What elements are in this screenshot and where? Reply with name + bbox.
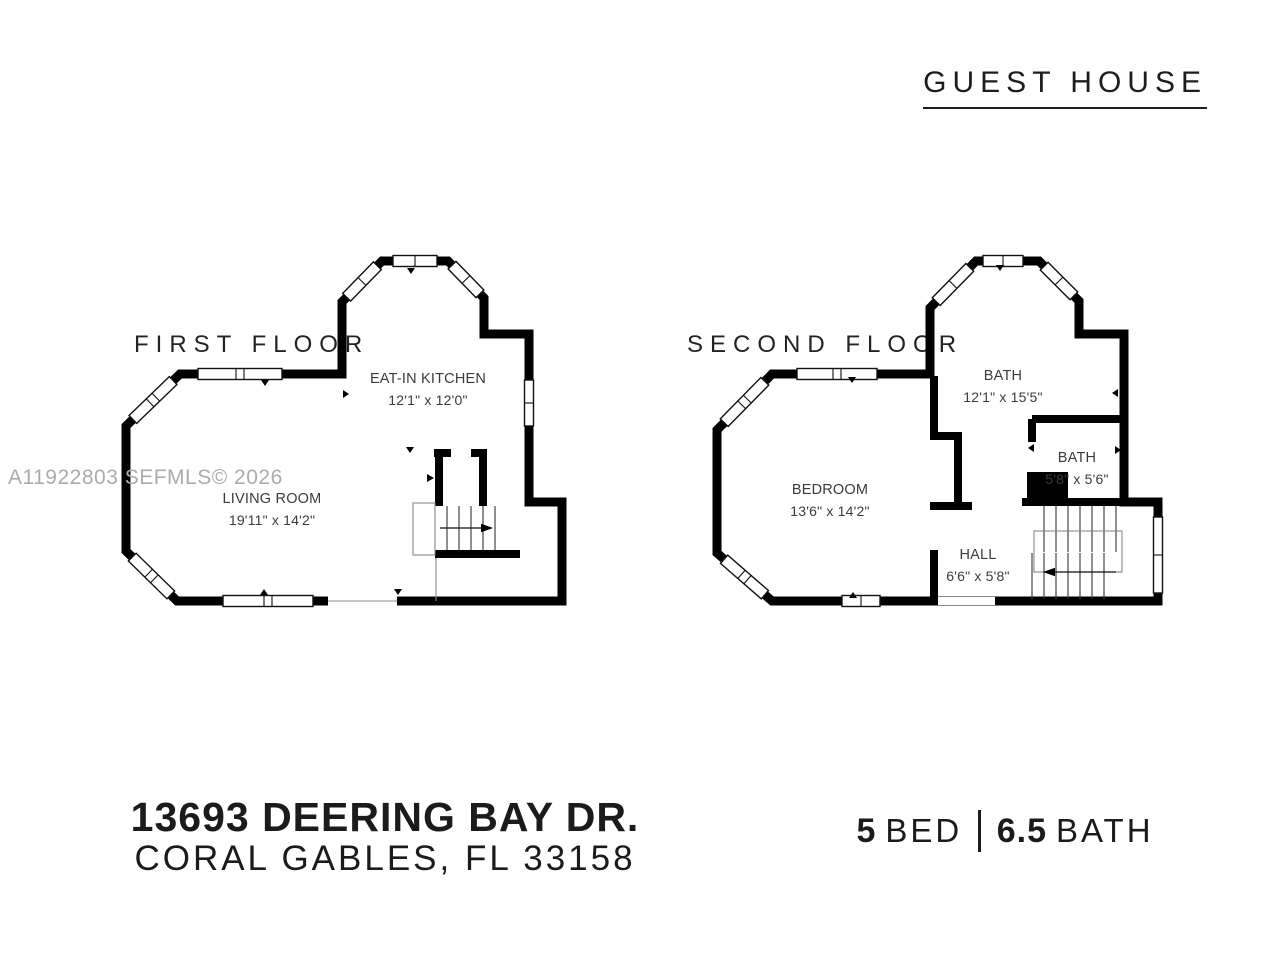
- room-name: BATH: [1057, 450, 1097, 466]
- door-opening: [938, 597, 995, 606]
- room-label-living-room: [182, 489, 362, 531]
- mls-watermark: A11922803 SEFMLS© 2026: [8, 466, 283, 489]
- address-line1: 13693 DEERING BAY DR.: [130, 794, 640, 840]
- window-icon: [128, 553, 174, 599]
- address-line2: CORAL GABLES, FL 33158: [134, 839, 636, 878]
- window-icon: [721, 555, 769, 599]
- bath-label: BATH: [1055, 812, 1154, 849]
- room-dims: 6'6" x 5'8": [946, 568, 1010, 585]
- room-label-kitchen: [338, 369, 518, 411]
- window-icon: [129, 377, 177, 424]
- window-icon: [720, 377, 768, 426]
- bath-count: 6.5: [996, 811, 1047, 850]
- room-dims: 12'1" x 15'5": [963, 389, 1043, 406]
- window-icon: [198, 369, 282, 380]
- window-icon: [448, 261, 484, 297]
- room-dims: 13'6" x 14'2": [790, 503, 870, 520]
- window-icon: [1040, 262, 1077, 299]
- first-floor-title: FIRST FLOOR: [134, 331, 370, 358]
- window-icon: [223, 596, 313, 607]
- room-name: LIVING ROOM: [222, 491, 322, 507]
- stair-direction-arrow-icon: [440, 524, 493, 532]
- room-label-bath-small: [1012, 448, 1142, 490]
- room-label-bedroom: [740, 480, 920, 522]
- room-dims: 5'8" x 5'6": [1045, 471, 1109, 488]
- room-name: BEDROOM: [791, 482, 869, 498]
- second-floor-title: SECOND FLOOR: [687, 331, 964, 358]
- room-name: EAT-IN KITCHEN: [369, 371, 487, 387]
- stats-divider: [978, 810, 981, 852]
- window-icon: [343, 262, 382, 301]
- stairs: [1032, 506, 1122, 599]
- bed-label: BED: [885, 812, 963, 849]
- bed-count: 5: [856, 811, 877, 850]
- door-markers: [260, 268, 434, 595]
- room-dims: 19'11" x 14'2": [228, 512, 316, 529]
- window-icon: [525, 380, 534, 426]
- room-dims: 12'1" x 12'0": [388, 392, 468, 409]
- window-icon: [393, 256, 437, 267]
- room-label-bath-large: [913, 366, 1093, 408]
- sheet-title: GUEST HOUSE: [923, 66, 1207, 109]
- room-name: HALL: [959, 547, 997, 563]
- window-icon: [797, 369, 877, 380]
- window-icon: [932, 264, 973, 306]
- first-floor-plan: [110, 250, 580, 610]
- room-name: BATH: [983, 368, 1023, 384]
- property-address: [105, 795, 665, 879]
- room-label-hall: [913, 545, 1043, 587]
- window-icon: [1154, 517, 1163, 593]
- window-icon: [842, 596, 880, 607]
- window-icon: [983, 256, 1023, 267]
- bed-bath-stats: [840, 806, 1170, 856]
